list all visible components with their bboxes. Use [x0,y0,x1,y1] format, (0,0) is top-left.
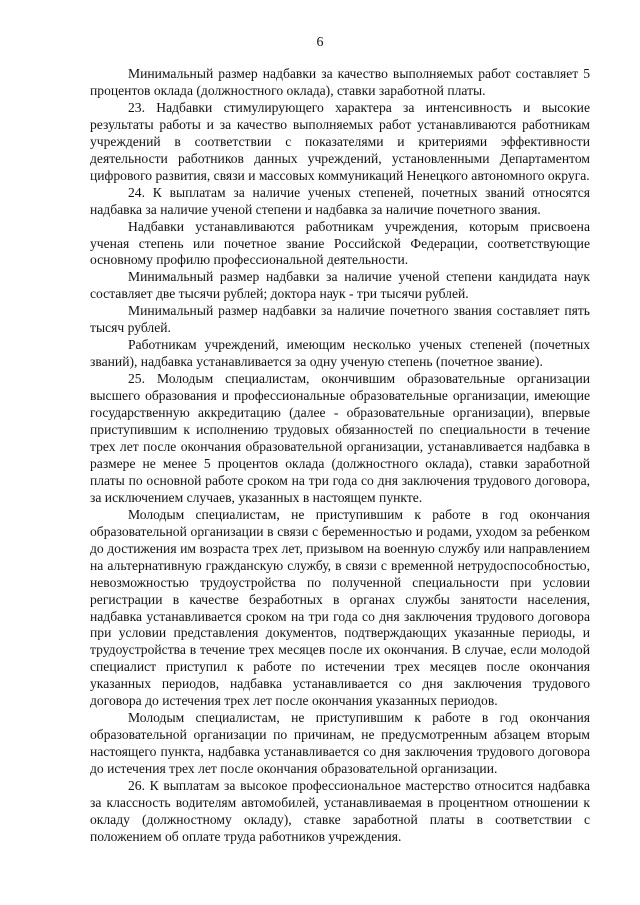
paragraph-title-bonus-amount: Минимальный размер надбавки за наличие почетного звания составляет пять тысяч рублей. [90,303,590,336]
paragraph-degree-bonus-eligibility: Надбавки устанавливаются работникам учреждения, которым присвоена ученая степень или почетное звание Российской Федерации, соответствующие основному профилю профессиональной деятельности. [90,218,590,268]
paragraph-25-young-specialists: 25. Молодым специалистам, окончившим образовательные организации высшего образования и профессиональные образовательные организации, имеющие государственную аккредитацию (далее - образовательные организации), впервые приступившим к исполнению трудовых обязанностей по специальности в течение трех лет после окончания образовательной организации, устанавливается надбавка в размере не менее 5 процентов оклада (должностного оклада), ставки заработной платы по основной работе сроком на три года со дня заключения трудового договора, за исключением случаев, указанных в настоящем пункте. [90,371,590,505]
page-number: 6 [316,35,324,50]
paragraph-23-incentive-bonuses: 23. Надбавки стимулирующего характера за интенсивность и высокие результаты работы и за качество выполняемых работ устанавливаются работникам учреждений в соответствии с показателями и критериями эффективности деятельности работников данных учреждений, установленными Департаментом цифрового развития, связи и массовых коммуникаций Ненецкого автономного округа. [90,99,590,183]
paragraph-young-specialists-exceptions: Молодым специалистам, не приступившим к работе в год окончания образовательной организации в связи с беременностью и родами, уходом за ребенком до достижения им возраста трех лет, призывом на военную службу или направлением на альтернативную гражданскую службу, в связи с временной нетрудоспособностью, невозможностью трудоустройства по полученной специальности при условии регистрации в качестве безработных в органах службы занятости населения, надбавка устанавливается сроком на три года со дня заключения трудового договора при условии представления документов, подтверждающих указанные периоды, и трудоустройства в течение трех месяцев после их окончания. В случае, если молодой специалист приступил к работе по истечении трех месяцев после окончания указанных периодов, надбавка устанавливается со дня заключения трудового договора до истечения трех лет после окончания указанных периодов. [90,506,590,709]
paragraph-young-specialists-other-reasons: Молодым специалистам, не приступившим к работе в год окончания образовательной организации по причинам, не предусмотренным абзацем вторым настоящего пункта, надбавка устанавливается со дня заключения трудового договора до истечения трех лет после окончания образовательной организации. [90,710,590,777]
document-body [90,66,590,846]
paragraph-degree-bonus-amount: Минимальный размер надбавки за наличие ученой степени кандидата наук составляет две тысячи рублей; доктора наук - три тысячи рублей. [90,269,590,302]
paragraph-26-professional-mastery: 26. К выплатам за высокое профессиональное мастерство относится надбавка за классность водителям автомобилей, устанавливаемая в процентном отношении к окладу (должностному окладу), ставке заработной платы в соответствии с положением об оплате труда работников учреждения. [90,778,590,844]
paragraph-24-degrees-titles: 24. К выплатам за наличие ученых степеней, почетных званий относятся надбавка за наличие ученой степени и надбавка за наличие почетного звания. [90,184,590,217]
paragraph-multiple-degrees: Работникам учреждений, имеющим несколько ученых степеней (почетных званий), надбавка устанавливается за одну ученую степень (почетное звание). [90,337,590,370]
paragraph-min-quality-bonus: Минимальный размер надбавки за качество выполняемых работ составляет 5 процентов оклада (должностного оклада), ставки заработной платы. [90,66,590,98]
